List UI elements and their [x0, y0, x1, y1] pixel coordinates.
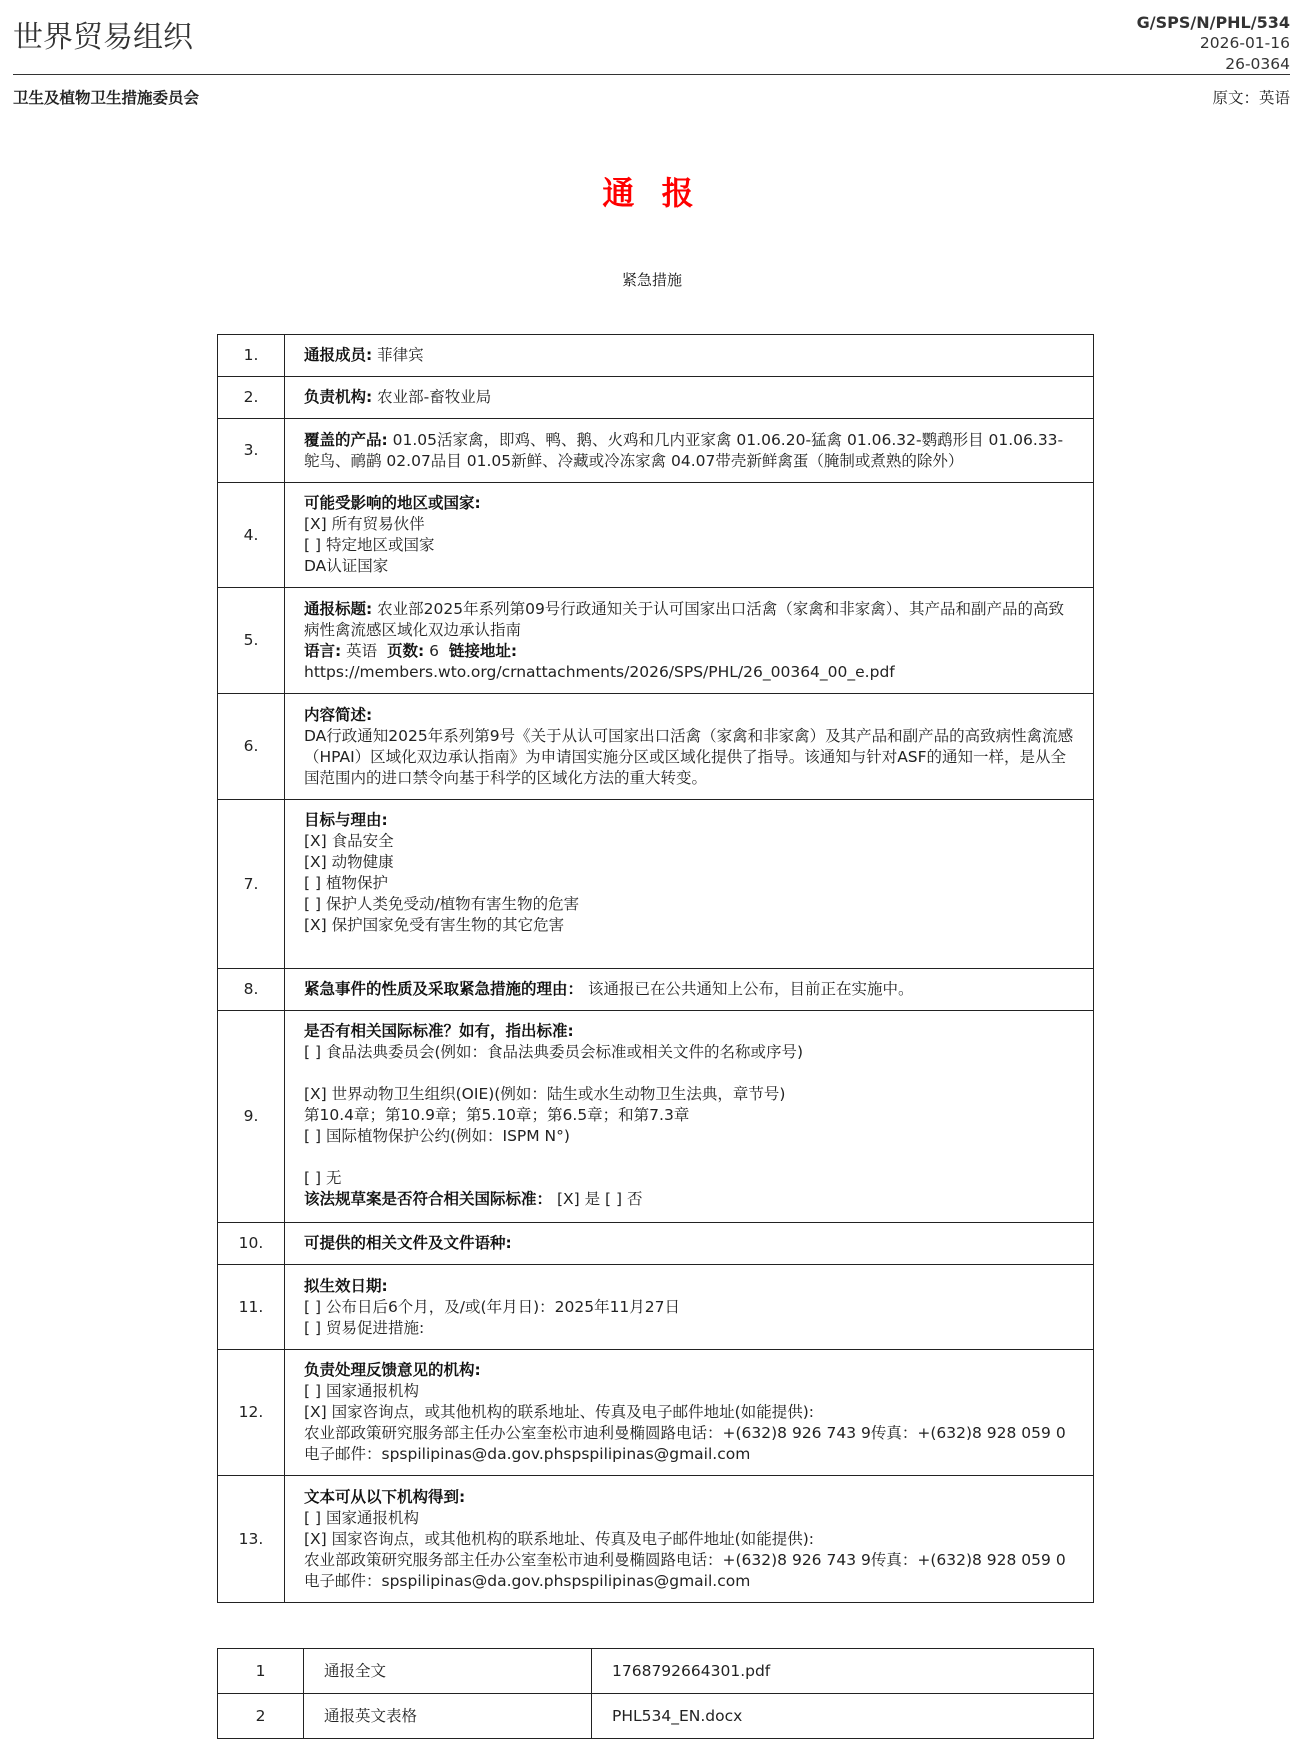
table-row: [218, 1265, 1094, 1350]
attachment-number: 1: [218, 1649, 304, 1694]
row-number: 10.: [218, 1223, 285, 1265]
row-number: 12.: [218, 1350, 285, 1476]
table-row: [218, 694, 1094, 800]
row-number: 7.: [218, 800, 285, 969]
link-label: 链接地址:: [448, 641, 518, 660]
field-value: DA行政通知2025年系列第9号《关于从认可国家出口活禽（家禽和非家禽）及其产品和副产品的高致病性禽流感（HPAI）区域化双边承认指南》为申请国实施分区或区域化提供了指导。该通知与针对ASF的通知一样，是从全国范围内的进口禁令向基于科学的区域化方法的重大转变。: [304, 726, 1074, 787]
row-content: [285, 1476, 1094, 1603]
row-number: 13.: [218, 1476, 285, 1603]
pages-label: 页数:: [386, 641, 425, 660]
checkbox-line: [X] 国家咨询点，或其他机构的联系地址、传真及电子邮件地址(如能提供):: [304, 1403, 814, 1421]
checkbox-line: [ ] 国家通报机构: [304, 1382, 419, 1400]
field-label: 通报成员:: [304, 346, 373, 364]
document-ref: 26-0364: [1225, 55, 1290, 73]
row-content: [285, 1350, 1094, 1476]
table-row: [218, 1476, 1094, 1603]
field-label: 是否有相关国际标准？如有，指出标准:: [304, 1022, 574, 1040]
checkbox-line: [X] 食品安全: [304, 832, 394, 850]
row-number: 6.: [218, 694, 285, 800]
field-value: 农业部-畜牧业局: [372, 388, 492, 406]
row-content: [285, 419, 1094, 483]
field-value: DA认证国家: [304, 557, 389, 575]
checkbox-line: [ ] 国家通报机构: [304, 1508, 419, 1527]
language-value: 英语: [341, 641, 387, 660]
row-number: 1.: [218, 335, 285, 377]
field-label: 可能受影响的地区或国家:: [304, 494, 481, 512]
row-content: [285, 800, 1094, 969]
table-row: [218, 1223, 1094, 1265]
attachment-row[interactable]: [218, 1649, 1094, 1694]
row-number: 5.: [218, 588, 285, 694]
row-number: 3.: [218, 419, 285, 483]
row-content: [285, 483, 1094, 588]
checkbox-line: [ ] 公布日后6个月，及/或(年月日)：2025年11月27日: [304, 1297, 681, 1316]
field-value: 第10.4章；第10.9章；第5.10章；第6.5章；和第7.3章: [304, 1106, 690, 1124]
field-label: 通报标题:: [304, 599, 373, 618]
field-label: 文本可从以下机构得到:: [304, 1487, 466, 1506]
attachment-type: 通报英文表格: [304, 1694, 592, 1739]
checkbox-line: [ ] 国际植物保护公约(例如：ISPM N°): [304, 1127, 570, 1145]
checkbox-line: [ ] 特定地区或国家: [304, 536, 435, 554]
row-content: [285, 969, 1094, 1011]
table-row: [218, 1350, 1094, 1476]
table-row: [218, 377, 1094, 419]
row-content: [285, 1011, 1094, 1223]
pages-value: 6: [424, 641, 449, 660]
checkbox-line: [ ] 植物保护: [304, 874, 388, 892]
contact-address: 农业部政策研究服务部主任办公室奎松市迪利曼椭圆路电话：+(632)8 926 743 9传真：+(632)8 928 059 0: [304, 1550, 1066, 1569]
organization-name: 世界贸易组织: [13, 20, 193, 55]
checkbox-line: [X] 所有贸易伙伴: [304, 515, 425, 533]
document-date: 2026-01-16: [1199, 34, 1290, 52]
table-row: [218, 335, 1094, 377]
checkbox-line: [X] 世界动物卫生组织(OIE)(例如：陆生或水生动物卫生法典，章节号): [304, 1085, 786, 1103]
notification-table: [217, 334, 1094, 1603]
table-row: [218, 419, 1094, 483]
language-label: 语言:: [304, 641, 342, 660]
field-value: 01.05活家禽，即鸡、鸭、鹅、火鸡和几内亚家禽 01.06.20-猛禽 01.06.32-鹦鹉形目 01.06.33-鸵鸟、鸸鹋 02.07品目 01.05新鲜、冷藏或冷冻家禽 04.07带壳新鲜禽蛋（腌制或煮熟的除外）: [304, 430, 1064, 470]
row-number: 9.: [218, 1011, 285, 1223]
field-value: 该通报已在公共通知上公布，目前正在实施中。: [583, 980, 914, 998]
checkbox-line: [X] 动物健康: [304, 853, 394, 871]
table-row: [218, 969, 1094, 1011]
attachment-file-link[interactable]: 1768792664301.pdf: [592, 1649, 1094, 1694]
field-value: 菲律宾: [372, 346, 424, 364]
field-value: 农业部2025年系列第09号行政通知关于认可国家出口活禽（家禽和非家禽）、其产品和副产品的高致病性禽流感区域化双边承认指南: [304, 599, 1065, 639]
contact-address: 农业部政策研究服务部主任办公室奎松市迪利曼椭圆路电话：+(632)8 926 743 9传真：+(632)8 928 059 0: [304, 1424, 1066, 1442]
header-divider: [13, 74, 1290, 75]
row-number: 4.: [218, 483, 285, 588]
checkbox-line: [ ] 食品法典委员会(例如：食品法典委员会标准或相关文件的名称或序号): [304, 1043, 804, 1061]
field-label: 负责机构:: [304, 388, 373, 406]
row-content: [285, 1265, 1094, 1350]
field-label: 目标与理由:: [304, 811, 388, 829]
checkbox-line: [ ] 贸易促进措施:: [304, 1318, 425, 1337]
row-number: 8.: [218, 969, 285, 1011]
table-row: [218, 800, 1094, 969]
field-label: 可提供的相关文件及文件语种:: [304, 1234, 512, 1252]
committee-name: 卫生及植物卫生措施委员会: [13, 89, 200, 107]
field-label: 拟生效日期:: [304, 1276, 388, 1295]
original-language: 原文：英语: [1212, 89, 1290, 107]
field-label: 覆盖的产品:: [304, 430, 388, 449]
document-link[interactable]: https://members.wto.org/crnattachments/2026/SPS/PHL/26_00364_00_e.pdf: [304, 662, 895, 681]
row-content: [285, 1223, 1094, 1265]
attachment-row[interactable]: [218, 1694, 1094, 1739]
document-title: 通 报: [602, 174, 702, 212]
document-meta: [1137, 12, 1290, 75]
document-symbol: G/SPS/N/PHL/534: [1136, 13, 1290, 32]
notification-type: 紧急措施: [621, 271, 682, 289]
row-number: 2.: [218, 377, 285, 419]
row-content: [285, 335, 1094, 377]
field-label: 内容简述:: [304, 705, 373, 724]
checkbox-line: [X] 国家咨询点，或其他机构的联系地址、传真及电子邮件地址(如能提供):: [304, 1529, 814, 1548]
contact-email: 电子邮件：spspilipinas@da.gov.phspspilipinas@gmail.com: [304, 1571, 751, 1590]
table-row: [218, 483, 1094, 588]
attachments-table: [217, 1648, 1094, 1739]
row-content: [285, 377, 1094, 419]
checkbox-line: [ ] 保护人类免受动/植物有害生物的危害: [304, 895, 580, 913]
attachment-type: 通报全文: [304, 1649, 592, 1694]
attachment-file-link[interactable]: PHL534_EN.docx: [592, 1694, 1094, 1739]
row-content: [285, 588, 1094, 694]
field-label: 负责处理反馈意见的机构:: [304, 1361, 481, 1379]
conformity-value: [X] 是 [ ] 否: [552, 1190, 643, 1208]
contact-email: 电子邮件：spspilipinas@da.gov.phspspilipinas@gmail.com: [304, 1445, 751, 1463]
table-row: [218, 588, 1094, 694]
checkbox-line: [X] 保护国家免受有害生物的其它危害: [304, 916, 565, 934]
attachment-number: 2: [218, 1694, 304, 1739]
row-number: 11.: [218, 1265, 285, 1350]
table-row: [218, 1011, 1094, 1223]
conformity-label: 该法规草案是否符合相关国际标准：: [304, 1190, 553, 1208]
field-label: 紧急事件的性质及采取紧急措施的理由：: [304, 980, 584, 998]
checkbox-line: [ ] 无: [304, 1169, 342, 1187]
row-content: [285, 694, 1094, 800]
